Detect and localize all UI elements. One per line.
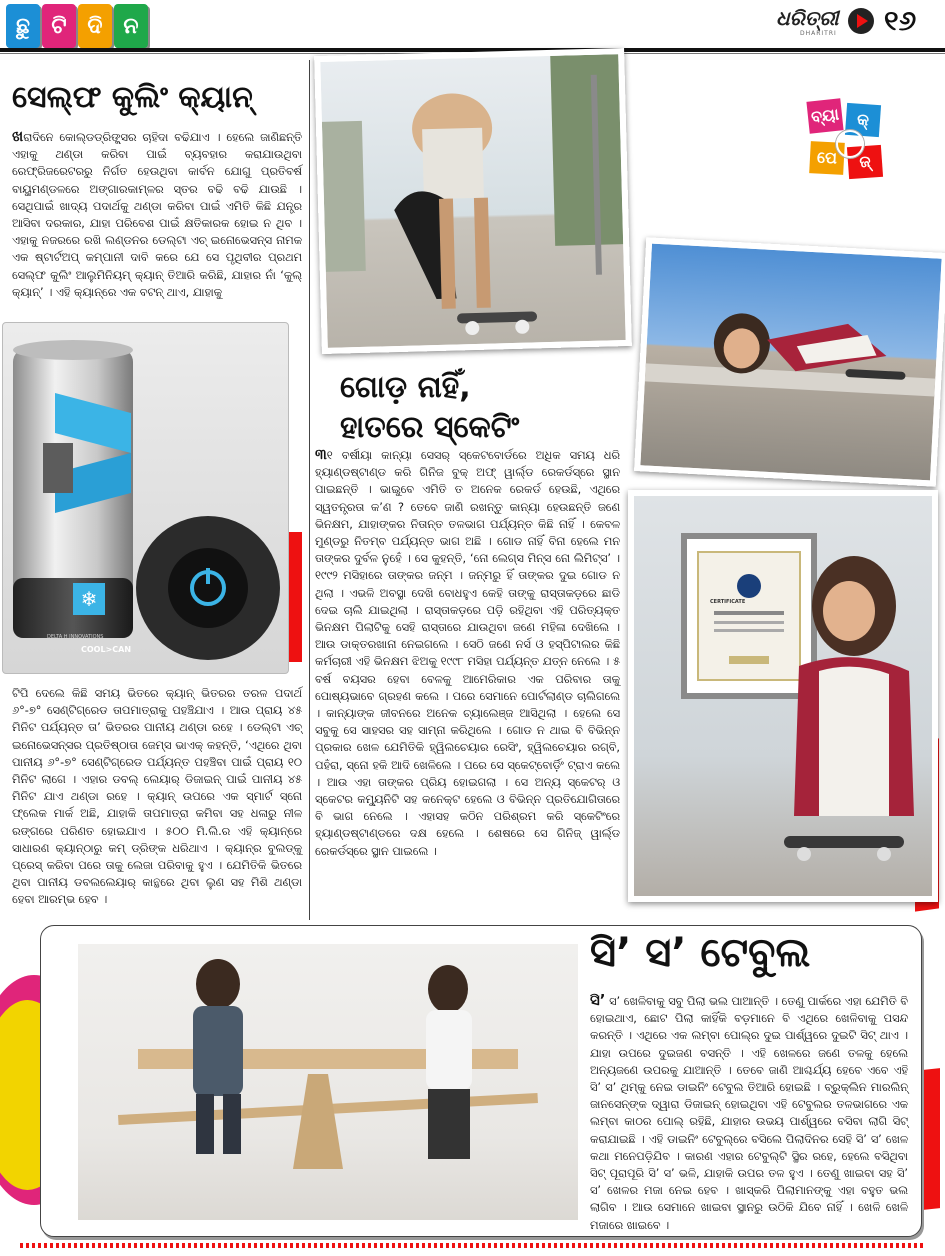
badge-letter: ଜ୍: [847, 145, 883, 179]
certificate-label: CERTIFICATE: [710, 599, 746, 605]
skater-photo-certificate: [628, 490, 938, 902]
badge-letter: ବ୍ୟା: [806, 98, 843, 133]
badge-letter: କ୍: [845, 103, 881, 137]
skater-photo-ramp: [634, 237, 945, 486]
magnifier-icon: [836, 130, 864, 158]
skater-body: [315, 446, 620, 860]
drop-cap: ୩: [315, 445, 327, 463]
svg-text:❄: ❄: [80, 587, 98, 611]
section-letter: ଟି: [42, 4, 76, 48]
drop-cap: ଖ: [12, 127, 24, 145]
skater-body-text: ୧ ବର୍ଷୀୟା କାନ୍ୟା ସେସର୍ ସ୍କେଟବୋର୍ଡରେ ଅଧିକ ସମୟ ଧରି ହ୍ୟାଣ୍ଡଷ୍ଟାଣ୍ଡ କରି ଗିନିଜ ବୁକ୍ ଅଫ୍ ୱାର୍ଲ୍ଡ ରେକର୍ଡସ୍‌ରେ ସ୍ଥାନ ପାଇଛନ୍ତି । ଭାଇୁବେ ଏମିତି ତ ଅନେକ ରେକର୍ଡ ହେଉଛି, ଏଥିରେ ସ୍ୱତନ୍ତ୍ରତା କ’ଣ ? ତେବେ ଜାଣି ରଖନ୍ତୁ କାନ୍ୟା ହେଉଛନ୍ତି ଜଣେ ଭିନକ୍ଷମ, ଯାହାଙ୍କର ନିତାନ୍ତ ତଳଭାଗ ପର୍ଯ୍ୟନ୍ତ କିଛି ନାହିଁ । କେବଳ ମୁଣ୍ଡରୁ ନିତମ୍ବ ପର୍ଯ୍ୟନ୍ତ ଭାଗ ଅଛି । ଗୋଡ ନାହିଁ ବିନା ହେଲେ ମନ ତାଙ୍କର ଦୁର୍ବଳ ନୁହେଁ । ସେ କୁହନ୍ତି, ‘ନୋ ଲେଗ୍‌ସ ମିନ୍ସ ନୋ ଲିମିଟ୍ସ’ । ୧୯୯୨ ମସିହାରେ ତାଙ୍କର ଜନ୍ମ । ଜନ୍ମରୁ ହିଁ ତାଙ୍କର ଦୁଇ ଗୋଡ ନ ଥିଲା । ଏଭଳି ଅବସ୍ଥା ଦେଖି ବୋଧହୁଏ କେହି ତାଙ୍କୁ ରାସ୍ତାକଡ଼ରେ ଛାଡି ଦେଇ ଚାଲି ଯାଇଥିଲା । ରାସ୍ତାକଡ଼ରେ ପଡ଼ି ରହିଥିବା ଏହି ପରିତ୍ୟକ୍ତ ଭିନକ୍ଷମ ପିଲାଟିକୁ ସେହି ରାସ୍ତାରେ ଯାଉଥିବା ଜଣେ ମହିଳା ଦେଖିଲେ । ଆଉ ଡାକ୍ତରଖାନା ନେଇଗଲେ । ସେଠି ଜଣେ ନର୍ସ ଓ ହସ୍ପିଟାଲର କିଛି କର୍ମଚାରୀ ଏହି ଭିନକ୍ଷମ ଝିଅକୁ ୧୯୯୮ ମସିହା ପର୍ଯ୍ୟନ୍ତ ଯତ୍ନ ନେଲେ । ୫ ବର୍ଷ ବୟସର ହେବା ବେଳକୁ ଆମେରିକାର ଏକ ପରିବାର ତାକୁ ପୋଷ୍ୟଭାବେ ଗ୍ରହଣ କଲେ । ପରେ ସେମାନେ ପୋର୍ଟଲାଣ୍ଡ ଚାଲିଗଲେ । କାନ୍ୟାଙ୍କ ଜୀବନରେ ଅନେକ ଚ୍ୟାଲେଞ୍ଜ ଆସିଥିଲା । ହେଲେ ସେ ସବୁକୁ ସେ ସାହସର ସହ ସାମ୍ନା କରିଥିଲେ । ଗୋଡ ନ ଥାଇ ବି ବିଭିନ୍ନ ପ୍ରକାର ଖେଳ ଯେମିତିକି ହ୍ୱିଲଚେୟାର ରେସିଂ, ହ୍ୱିଲଚେୟାର ରଗ୍‌ବି, ପହଁରା, ସ୍ନୋ ହକି ଆଦି ଖେଳିଲେ । ପରେ ସେ ସ୍କେଟ୍‌ବୋର୍ଡ଼ିଂ ଟ୍ରାଏ କଲେ । ଆଉ ଏହା ତାଙ୍କର ପ୍ରିୟ ହୋଇଗଲା । ସେ ଅନ୍ୟ ସ୍କେଟର୍ ଓ ସ୍କେଟର କମ୍ୟୁନିଟି ସହ କନେକ୍ଟ ହେଲେ ଓ ବିଭିନ୍ନ ପ୍ରତିଯୋଗିତାରେ ବି ଭାଗ ନେଲେ । ଏହାସହ କଠିନ ପରିଶ୍ରମ କରି ସ୍କେଟିଂରେ ହ୍ୟାଣ୍ଡଷ୍ଟାଣ୍ଡରେ ଦକ୍ଷ ହେଲେ । ଶେଷରେ ସେ ଗିନିଜ୍ ୱାର୍ଲ୍ଡ ରେକର୍ଡସ୍‌ରେ ସ୍ଥାନ ପାଇଲେ ।: [315, 449, 620, 858]
cool-can-body: ଟିପି ଦେଲେ କିଛି ସମୟ ଭିତରେ କ୍ୟାନ୍ ଭିତରର ତରଳ ପଦାର୍ଥ ୬°-୭° ସେଣ୍ଟିଗ୍ରେଡ ତାପମାତ୍ରାକୁ ପହଞ୍ଚିଯାଏ । ଆଉ ପ୍ରାୟ ୪୫ ମିନିଟ ପର୍ଯ୍ୟନ୍ତ ତା’ ଭିତରର ପାନୀୟ ଥଣ୍ଡା ରହେ । ଡେଲ୍ଟା ଏଚ୍ ଇନୋଭେସନ୍ସର ପ୍ରତିଷ୍ଠାତା ଜେମ୍ସ ଭାଏକ୍ କହନ୍ତି, ‘ଏଥିରେ ଥିବା ପାନୀୟ ୬°-୭° ସେଣ୍ଟିଗ୍ରେଡ ପର୍ଯ୍ୟନ୍ତ ପହଞ୍ଚିବା ପାଇଁ ପ୍ରାୟ ୧୦ ମିନିଟ ଲାଗେ । ଏହାର ଡବଲ୍ ଲେୟାର୍ ଡିଜାଇନ୍ ପାଇଁ ପାନୀୟ ୪୫ ମିନିଟ ଯାଏ ଥଣ୍ଡା ରହେ । କ୍ୟାନ୍ ଉପରେ ଏକ ସ୍ମାର୍ଟ ସ୍ନୋ ଫ୍ଲେକ ମାର୍କ ଅଛି, ଯାହାକି ତାପମାତ୍ରା କମିବା ସହ ଧଳାରୁ ନୀଳ ରଙ୍ଗରେ ପରିଣତ ହୋଇଯାଏ । ୫୦୦ ମି.ଲି.ର ଏହି କ୍ୟାନ୍‌ରେ ସାଧାରଣ କ୍ୟାନ୍‌ଠାରୁ କମ୍ ଡ୍ରିଙ୍କ ଧରିଥାଏ । କ୍ୟାନ୍‌ର ବୁଲଡ୍‌କୁ ପ୍ରେସ୍ କରିବା ପରେ ତାକୁ ଲେଜା ପରିବାକୁ ହୁଏ । ଯେମିତିକି ଭିତରେ ଥିବା ପାନୀୟ ଡବଲଲେୟାର୍ କାନ୍ଥରେ ଥିବା ଲୁଣ ସହ ମିଶି ଥଣ୍ଡା ହେବା ଆରମ୍ଭ ହେବ ।: [12, 687, 302, 907]
section-letter: ଛୁ: [6, 4, 40, 48]
seesaw-photo: [78, 944, 578, 1220]
cool-can-intro: [12, 128, 302, 301]
cool-can-title: ସେଲ୍ଫ କୁଲିଂ କ୍ୟାନ୍: [12, 80, 253, 115]
play-icon: [848, 8, 874, 34]
section-letter: ଦି: [78, 4, 112, 48]
section-brand: [6, 4, 156, 52]
skater-photo-handstand: [314, 48, 632, 354]
skater-title-line2: ହାତରେ ସ୍କେଟିଂ: [340, 410, 520, 445]
publisher-logo: ଧରିତ୍ରୀ: [776, 6, 839, 30]
badge-letter: ପେ: [809, 141, 845, 175]
seesaw-body-text: ସ’ ଖେଳିବାକୁ ସବୁ ପିଲା ଭଲ ପାଆନ୍ତି । ତେଣୁ ପାର୍କରେ ଏହା ଯେମିତି ବି ହୋଇଥାଏ, ଛୋଟ ପିଲା କାହିଁକି ବଡ଼ମାନେ ବି ଏଥିରେ ଖେଳିବାକୁ ପସନ୍ଦ କରନ୍ତି । ଏଥିରେ ଏକ ଲମ୍ବା ପୋଲ୍‌ର ଦୁଇ ପାର୍ଶ୍ୱରେ ଦୁଇଟି ସିଟ୍ ଥାଏ । ଯାହା ଉପରେ ଦୁଇଜଣ ବସନ୍ତି । ଏହି ଖେଳରେ ଜଣେ ତଳକୁ ହେଲେ ଅନ୍ୟଜଣେ ଉପରକୁ ଯାଆନ୍ତି । ତେବେ ଜାଣି ଆଶ୍ଚର୍ଯ୍ୟ ହେବେ ଏବେ ଏହି ସି’ ସ’ ଥିମ୍‌କୁ ନେଇ ଡାଇନିଂ ଟେବୁଲ ତିଆରି ହୋଇଛି । ବ୍ରୁକ୍ଲିନ ମାରଲିନ୍ ଜାନସେନ୍‌ଙ୍କ ଦ୍ୱାରା ଡିଜାଇନ୍ ହୋଇଥିବା ଏହି ଟେବୁଲର ତଳଭାଗରେ ଏକ ଲମ୍ବା କାଠର ପୋଲ୍ ରହିଛି, ଯାହାର ଉଭୟ ପାର୍ଶ୍ୱରେ ବସିବା ଲାଗି ସିଟ୍ କରାଯାଇଛି । ଏହି ଡାଇନିଂ ଟେବୁଲ୍‌ରେ ବସିଲେ ପିଲାଦିନର ସେହି ସି’ ସ’ ଖେଳ କଥା ମନେପଡ଼ିଯିବ । କାରଣ ଏହାର ଟେବୁଲ୍‌ଟି ସ୍ଥିର ରହେ, ହେଲେ ବସିଥିବା ସିଟ୍ ପୂରାପୂରି ସି’ ସ’ ଭଳି, ଯାହାକି ଉପର ତଳ ହୁଏ । ତେଣୁ ଖାଇବା ସହ ସି’ ସ’ ଖେଳର ମଜା ନେଇ ହେବ । ଖାସ୍‌କରି ପିଲାମାନଙ୍କୁ ଏହା ବହୁତ ଭଲ ଲାଗିବ । ଆଉ ସେମାନେ ଖାଇବା ସ୍ଥାନରୁ ଉଠିକି ଯିବେ ନାହିଁ । ଖେଳି ଖେଳି ମଜାରେ ଖାଇବେ ।: [590, 995, 909, 1232]
column-divider: [309, 60, 310, 920]
cool-can-photo: [2, 322, 289, 674]
can-small-label: DELTA H INNOVATIONS: [47, 634, 104, 640]
seesaw-title: ସି’ ସ’ ଟେବୁଲ: [590, 930, 811, 976]
skater-title-line1: ଗୋଡ଼ ନାହିଁ,: [340, 370, 471, 405]
publisher-sub: DHARITRI: [800, 30, 837, 37]
seesaw-body: [590, 992, 908, 1234]
can-label: COOL>CAN: [81, 645, 132, 654]
skater-title: [340, 368, 519, 448]
footer-dots: [20, 1243, 925, 1248]
page-number: ୧୬: [884, 4, 917, 37]
cool-can-intro-text: ରାଦିନେ କୋଲ୍ଡଡ୍ରିଙ୍କ୍ସର ଚାହିଦା ବଢିଯାଏ । ହେଲେ ଜାଣିଛନ୍ତି ଏହାକୁ ଥଣ୍ଡା କରିବା ପାଇଁ ବ୍ୟବହାର କରାଯାଉଥିବା ରେଫ୍ରିଜରେଟରରୁ ନିର୍ଗତ ହେଉଥିବା କାର୍ବନ ଯୋଗୁ ପ୍ରତିବର୍ଷ ବାୟୁମଣ୍ଡଳରେ ଅଙ୍ଗାରକାମ୍ଳର ସ୍ତର ବଢି ବଢି ଯାଉଛି । ସେଥିପାଇଁ ଖାଦ୍ୟ ପଦାର୍ଥକୁ ଥଣ୍ଡା କରିବା ପାଇଁ ଏମିତି କିଛି ଯନ୍ତ୍ର ଆସିବା ଦରକାର, ଯାହା ପରିବେଶ ପାଇଁ କ୍ଷତିକାରକ ହୋଇ ନ ଥିବ । ଏହାକୁ ନଜରରେ ରଖି ଲଣ୍ଡନର ଡେଲ୍ଟା ଏଚ୍ ଇନୋଭେସନ୍ସ ନାମକ ଏକ ଷ୍ଟାର୍ଟଅପ୍ କମ୍ପାନୀ ଦାବି କରେ ଯେ ସେ ପୃଥିବୀର ପ୍ରଥମ ସେଲ୍ଫ କୁଲିଂ ଆଲୁମିନିୟମ୍ କ୍ୟାନ୍ ତିଆରି କରିଛି, ଯାହାର ନାଁ ‘କୁଲ୍ କ୍ୟାନ୍’ । ଏହି କ୍ୟାନ୍‌ରେ ଏକ ବଟନ୍ ଥାଏ, ଯାହାକୁ: [12, 131, 302, 299]
drop-cap: ସି’: [590, 991, 606, 1009]
back-page-badge: [808, 100, 884, 190]
section-letter: ନ: [114, 4, 148, 48]
